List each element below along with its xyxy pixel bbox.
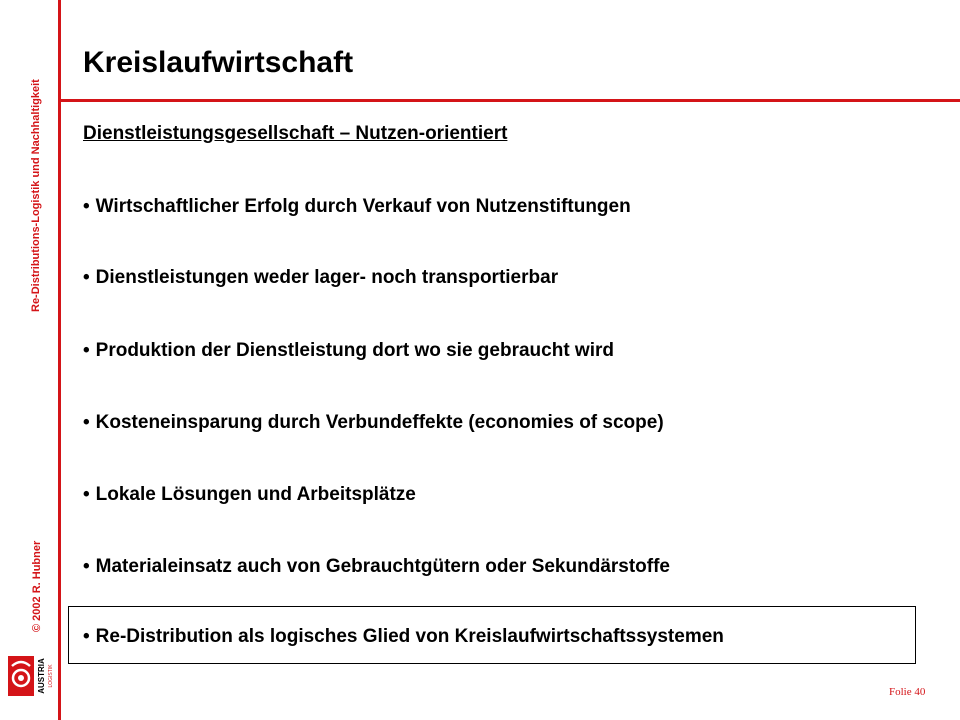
bullet-item xyxy=(83,556,670,578)
svg-text:LOGISTIK: LOGISTIK xyxy=(48,664,54,688)
bullet-item xyxy=(83,196,631,218)
slide-number: Folie 40 xyxy=(889,686,926,698)
slide-title: Kreislaufwirtschaft xyxy=(83,46,354,79)
svg-text:AUSTRIA: AUSTRIA xyxy=(37,658,46,694)
bullet-marker: • xyxy=(83,267,90,288)
bullet-marker: • xyxy=(83,340,90,361)
bullet-text: Lokale Lösungen und Arbeitsplätze xyxy=(95,484,416,505)
bullet-text: Kosteneinsparung durch Verbundeffekte (economies of scope) xyxy=(95,412,664,433)
bullet-marker: • xyxy=(83,626,90,647)
austria-logistik-logo-icon xyxy=(8,656,54,696)
bullet-item xyxy=(83,267,558,289)
vertical-accent-line xyxy=(58,0,61,720)
bullet-marker: • xyxy=(83,412,90,433)
bullet-marker: • xyxy=(83,484,90,505)
bullet-marker: • xyxy=(83,556,90,577)
bullet-text: Dienstleistungen weder lager- noch transportierbar xyxy=(95,267,559,288)
sidebar-course-title: Re-Distributions-Logistik und Nachhaltigkeit xyxy=(30,79,42,312)
bullet-text: Materialeinsatz auch von Gebrauchtgütern oder Sekundärstoffe xyxy=(95,556,670,577)
bullet-marker: • xyxy=(83,196,90,217)
bullet-item xyxy=(83,340,614,362)
bullet-text: Produktion der Dienstleistung dort wo sie gebraucht wird xyxy=(95,340,614,361)
title-underline-rule xyxy=(58,99,960,102)
slide-subtitle: Dienstleistungsgesellschaft – Nutzen-orientiert xyxy=(83,123,508,144)
bullet-item xyxy=(83,484,416,506)
bullet-item xyxy=(83,412,664,434)
bullet-text: Re-Distribution als logisches Glied von Kreislaufwirtschaftssystemen xyxy=(95,626,724,647)
sidebar-copyright: © 2002 R. Hubner xyxy=(31,540,43,632)
bullet-text: Wirtschaftlicher Erfolg durch Verkauf von Nutzenstiftungen xyxy=(95,196,631,217)
bullet-item-highlighted xyxy=(83,626,724,648)
